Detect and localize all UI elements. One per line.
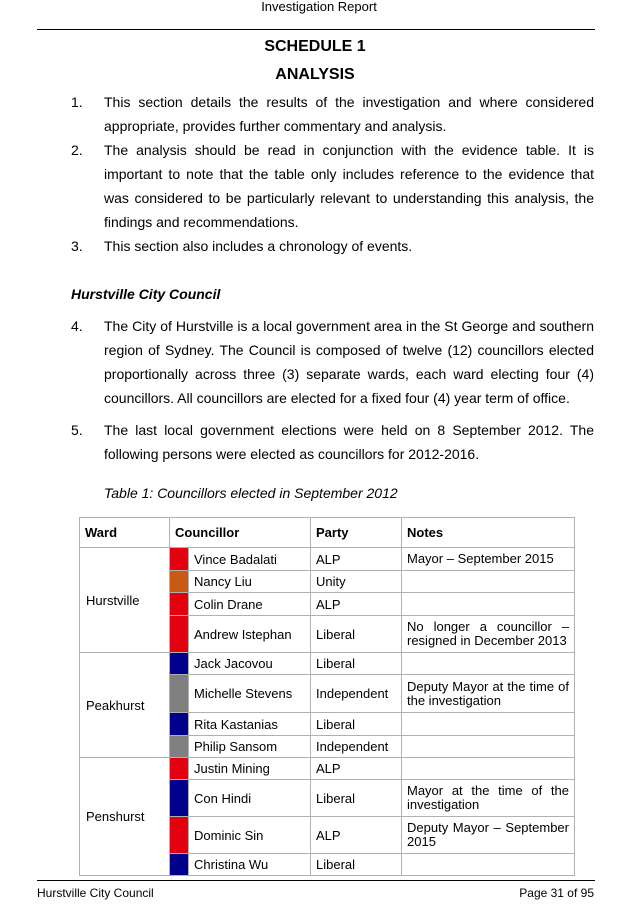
- notes-cell: Mayor at the time of the investigation: [402, 780, 575, 817]
- party-cell: Independent: [311, 675, 402, 713]
- notes-cell: [402, 571, 575, 593]
- party-color-swatch: [170, 593, 189, 616]
- party-color-swatch: [170, 653, 189, 675]
- party-cell: Liberal: [311, 713, 402, 736]
- party-cell: ALP: [311, 758, 402, 780]
- header-ward: Ward: [80, 518, 170, 548]
- party-cell: ALP: [311, 593, 402, 616]
- councillor-name: Justin Mining: [189, 758, 311, 780]
- paragraph-number: 2.: [71, 142, 83, 158]
- footer-left: Hurstville City Council: [37, 886, 154, 900]
- header-notes: Notes: [402, 518, 575, 548]
- councillor-name: Christina Wu: [189, 854, 311, 876]
- paragraph-number: 1.: [71, 94, 83, 110]
- party-cell: Liberal: [311, 780, 402, 817]
- paragraph: [71, 90, 594, 138]
- footer-rule: [37, 880, 595, 881]
- party-color-swatch: [170, 713, 189, 736]
- councillor-name: Andrew Istephan: [189, 616, 311, 653]
- party-cell: Liberal: [311, 653, 402, 675]
- paragraph-number: 3.: [71, 238, 83, 254]
- table-caption: Table 1: Councillors elected in September 2012: [104, 485, 398, 501]
- paragraph-text: The last local government elections were held on 8 September 2012. The following persons were elected as councillors for 2012-2016.: [104, 422, 594, 462]
- councillor-name: Nancy Liu: [189, 571, 311, 593]
- notes-cell: No longer a councillor – resigned in December 2013: [402, 616, 575, 653]
- notes-cell: [402, 653, 575, 675]
- paragraph-text: The analysis should be read in conjunction with the evidence table. It is important to note that the table only includes reference to the evidence that was considered to be particularly relevant to understanding this analysis, the findings and recommendations.: [104, 142, 594, 230]
- notes-cell: Mayor – September 2015: [402, 548, 575, 571]
- party-cell: Independent: [311, 736, 402, 758]
- header-councillor: Councillor: [170, 518, 311, 548]
- party-cell: ALP: [311, 548, 402, 571]
- notes-cell: [402, 758, 575, 780]
- paragraph-number: 4.: [71, 318, 83, 334]
- notes-cell: [402, 854, 575, 876]
- councillor-name: Philip Sansom: [189, 736, 311, 758]
- footer-page-number: Page 31 of 95: [519, 886, 594, 900]
- party-color-swatch: [170, 758, 189, 780]
- analysis-title: ANALYSIS: [275, 66, 355, 83]
- header-party: Party: [311, 518, 402, 548]
- ward-cell: Penshurst: [80, 758, 170, 876]
- councillor-name: Colin Drane: [189, 593, 311, 616]
- notes-cell: Deputy Mayor – September 2015: [402, 817, 575, 854]
- paragraph: [71, 418, 594, 466]
- councillors-table: [79, 517, 575, 876]
- councillor-name: Rita Kastanias: [189, 713, 311, 736]
- notes-cell: [402, 593, 575, 616]
- councillor-name: Michelle Stevens: [189, 675, 311, 713]
- notes-cell: [402, 713, 575, 736]
- table-row: [80, 548, 575, 571]
- ward-cell: Peakhurst: [80, 653, 170, 758]
- paragraph: [71, 138, 594, 234]
- councillor-name: Dominic Sin: [189, 817, 311, 854]
- party-color-swatch: [170, 736, 189, 758]
- party-cell: ALP: [311, 817, 402, 854]
- councillor-name: Con Hindi: [189, 780, 311, 817]
- party-color-swatch: [170, 675, 189, 713]
- table-row: [80, 758, 575, 780]
- party-color-swatch: [170, 616, 189, 653]
- table-row: [80, 653, 575, 675]
- running-header: Investigation Report: [261, 0, 377, 14]
- paragraph-text: This section also includes a chronology of events.: [104, 238, 413, 254]
- party-color-swatch: [170, 780, 189, 817]
- table-header-row: [80, 518, 575, 548]
- paragraph-text: This section details the results of the investigation and where considered appropriate, provides further commentary and analysis.: [104, 94, 594, 134]
- councillor-name: Vince Badalati: [189, 548, 311, 571]
- section-heading: Hurstville City Council: [71, 286, 221, 302]
- notes-cell: Deputy Mayor at the time of the investigation: [402, 675, 575, 713]
- header-rule: [37, 29, 595, 30]
- party-color-swatch: [170, 548, 189, 571]
- ward-cell: Hurstville: [80, 548, 170, 653]
- party-cell: Unity: [311, 571, 402, 593]
- party-cell: Liberal: [311, 616, 402, 653]
- paragraph-text: The City of Hurstville is a local government area in the St George and southern region of Sydney. The Council is composed of twelve (12) councillors elected proportionally across three (3) separate wards, each ward electing four (4) councillors. All councillors are elected for a fixed four (4) year term of office.: [104, 318, 594, 406]
- paragraph: [71, 234, 594, 258]
- councillor-name: Jack Jacovou: [189, 653, 311, 675]
- paragraph-number: 5.: [71, 422, 83, 438]
- party-color-swatch: [170, 854, 189, 876]
- party-color-swatch: [170, 817, 189, 854]
- notes-cell: [402, 736, 575, 758]
- paragraph: [71, 314, 594, 410]
- schedule-title: SCHEDULE 1: [264, 38, 366, 55]
- party-cell: Liberal: [311, 854, 402, 876]
- party-color-swatch: [170, 571, 189, 593]
